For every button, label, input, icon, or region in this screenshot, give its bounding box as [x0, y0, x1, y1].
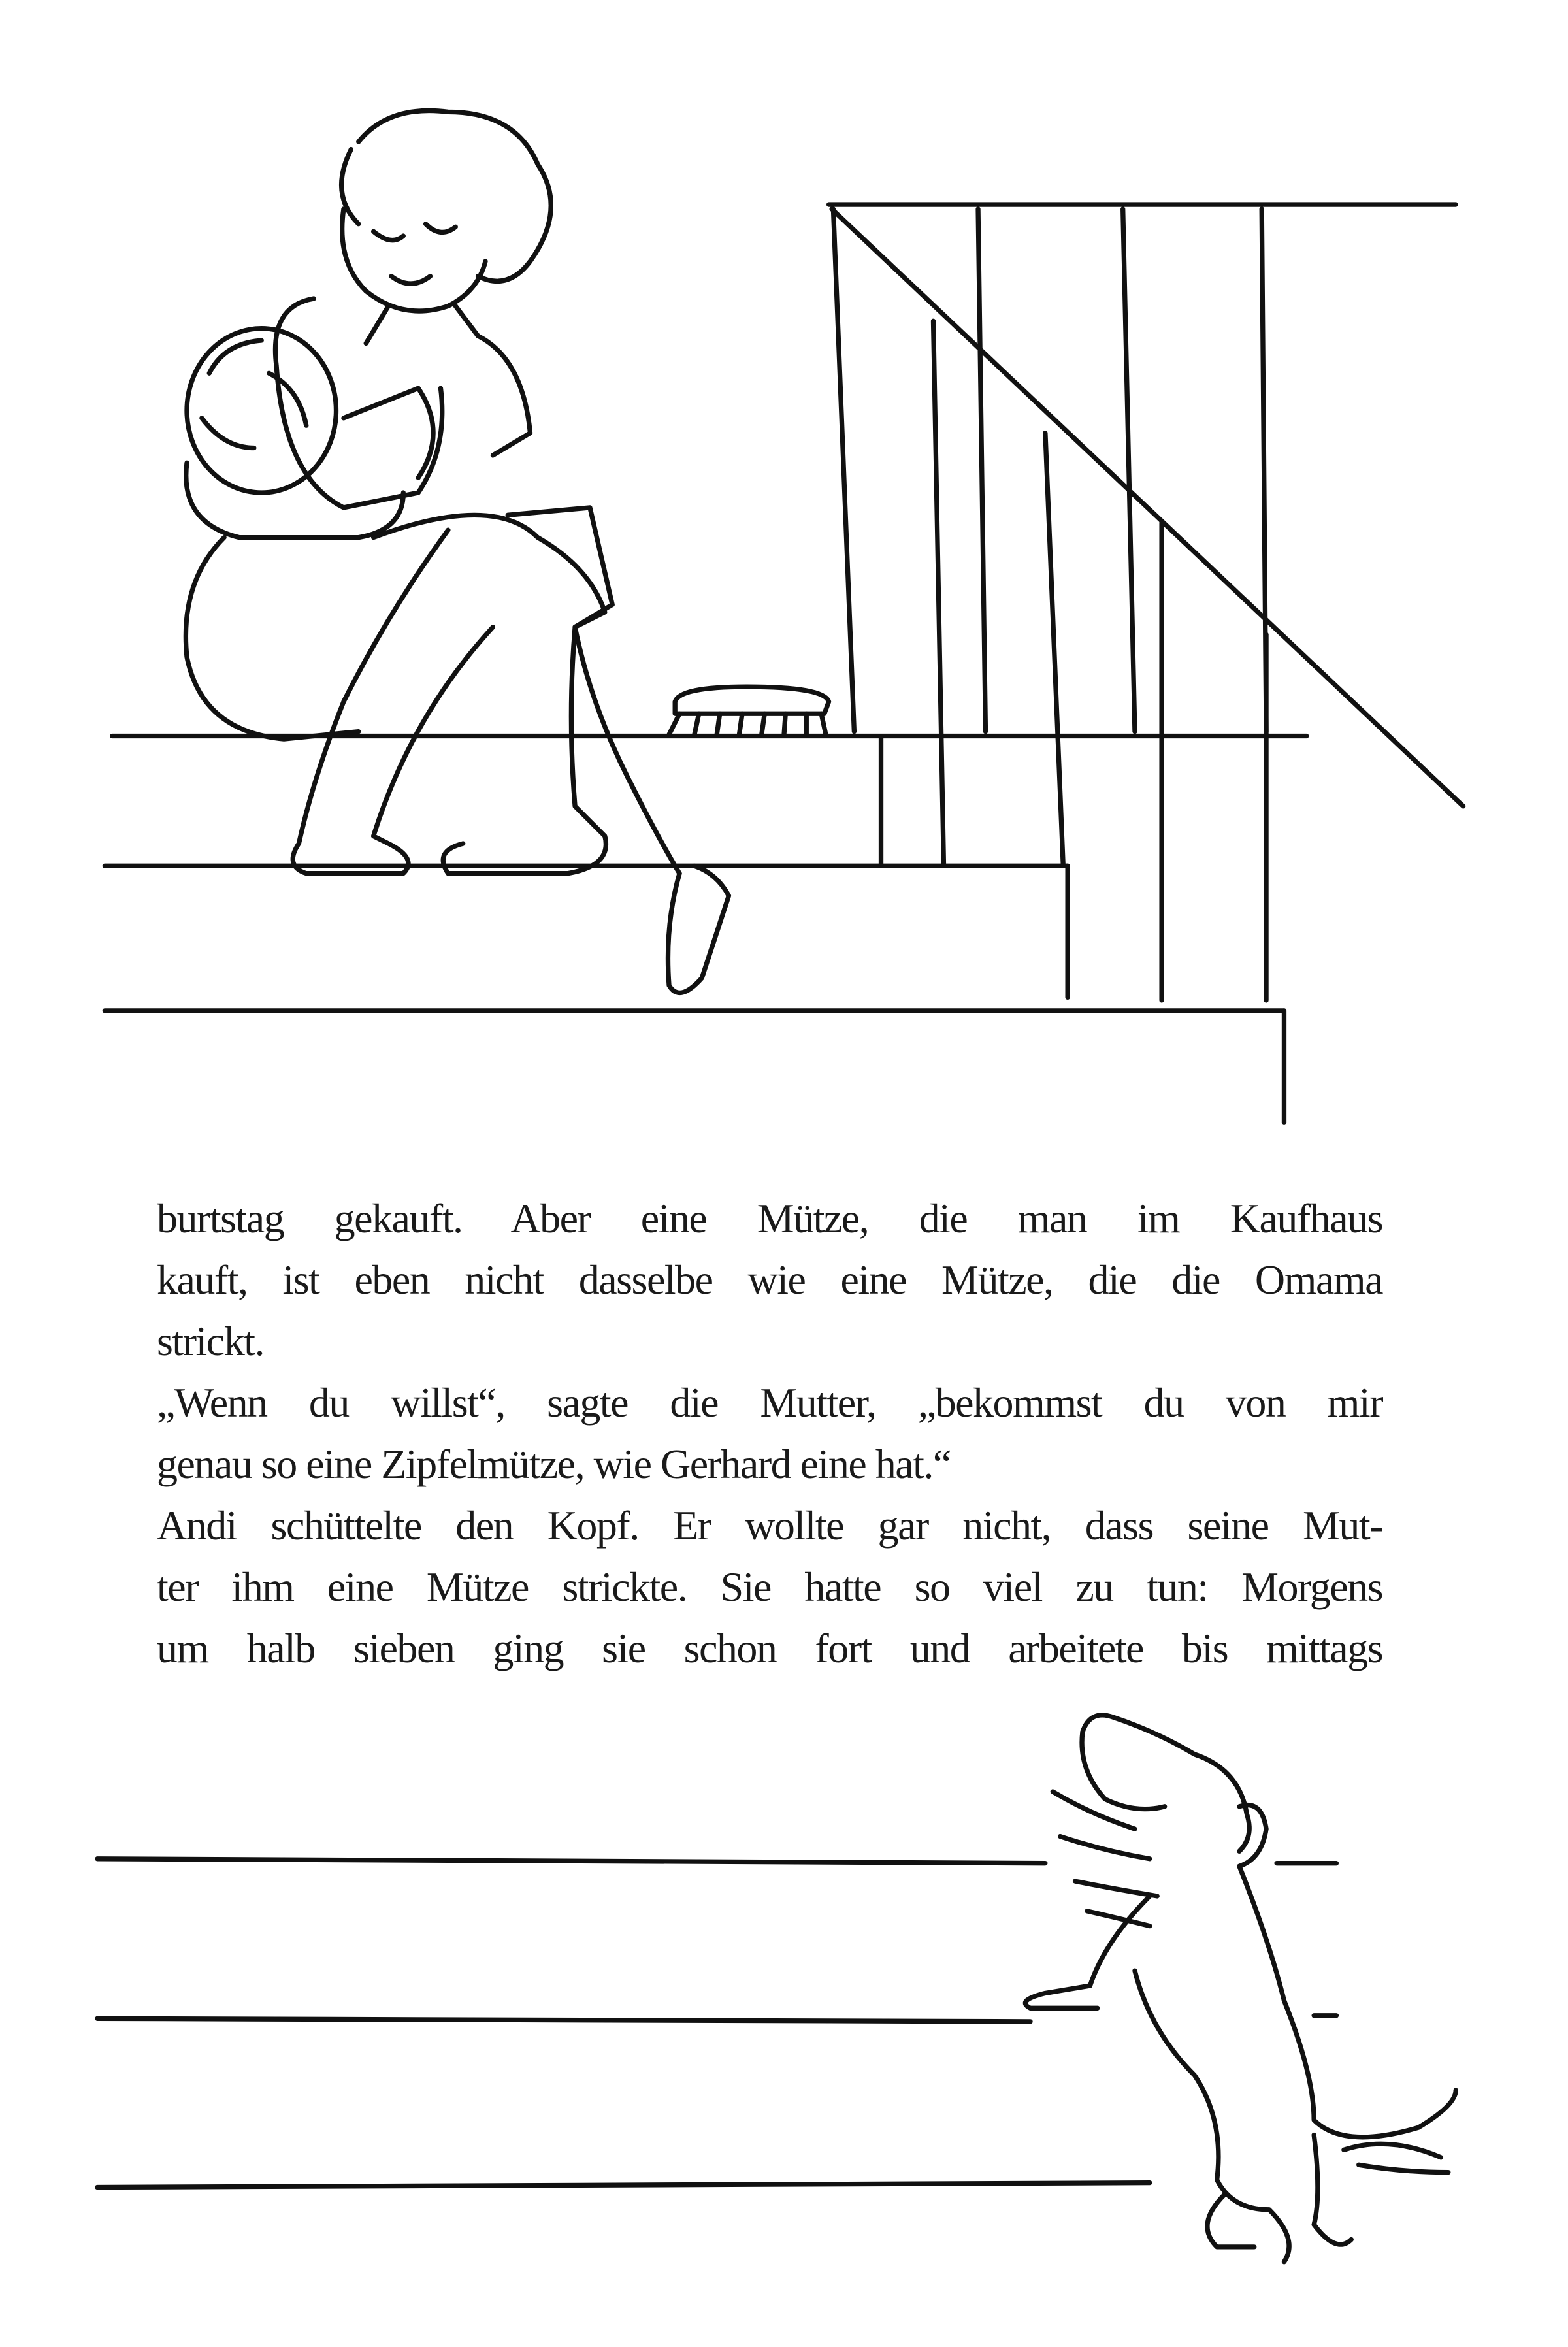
text-line: Andi schüttelte den Kopf. Er wollte gar nicht, dass seine Mut- [157, 1502, 1382, 1549]
text-line: kauft, ist eben nicht dasselbe wie eine Mütze, die die Omama [157, 1256, 1382, 1303]
mother-and-child-drawing [186, 110, 728, 993]
text-line: ter ihm eine Mütze strickte. Sie hatte so viel zu tun: Morgens [157, 1564, 1382, 1610]
stairs-illustration [105, 205, 1463, 1123]
dog-drawing [1025, 1715, 1456, 2262]
floor-lines [97, 1859, 1337, 2188]
text-line: „Wenn du willst“, sagte die Mutter, „bekommst du von mir [157, 1379, 1382, 1426]
brush-drawing [669, 687, 828, 734]
text-line: strickt. [157, 1318, 264, 1364]
text-line: um halb sieben ging sie schon fort und arbeitete bis mittags [157, 1625, 1382, 1671]
text-line: burtstag gekauft. Aber eine Mütze, die man im Kaufhaus [157, 1195, 1382, 1241]
body-text [157, 1188, 1382, 1679]
text-line: genau so eine Zipfelmütze, wie Gerhard eine hat.“ [157, 1441, 951, 1487]
